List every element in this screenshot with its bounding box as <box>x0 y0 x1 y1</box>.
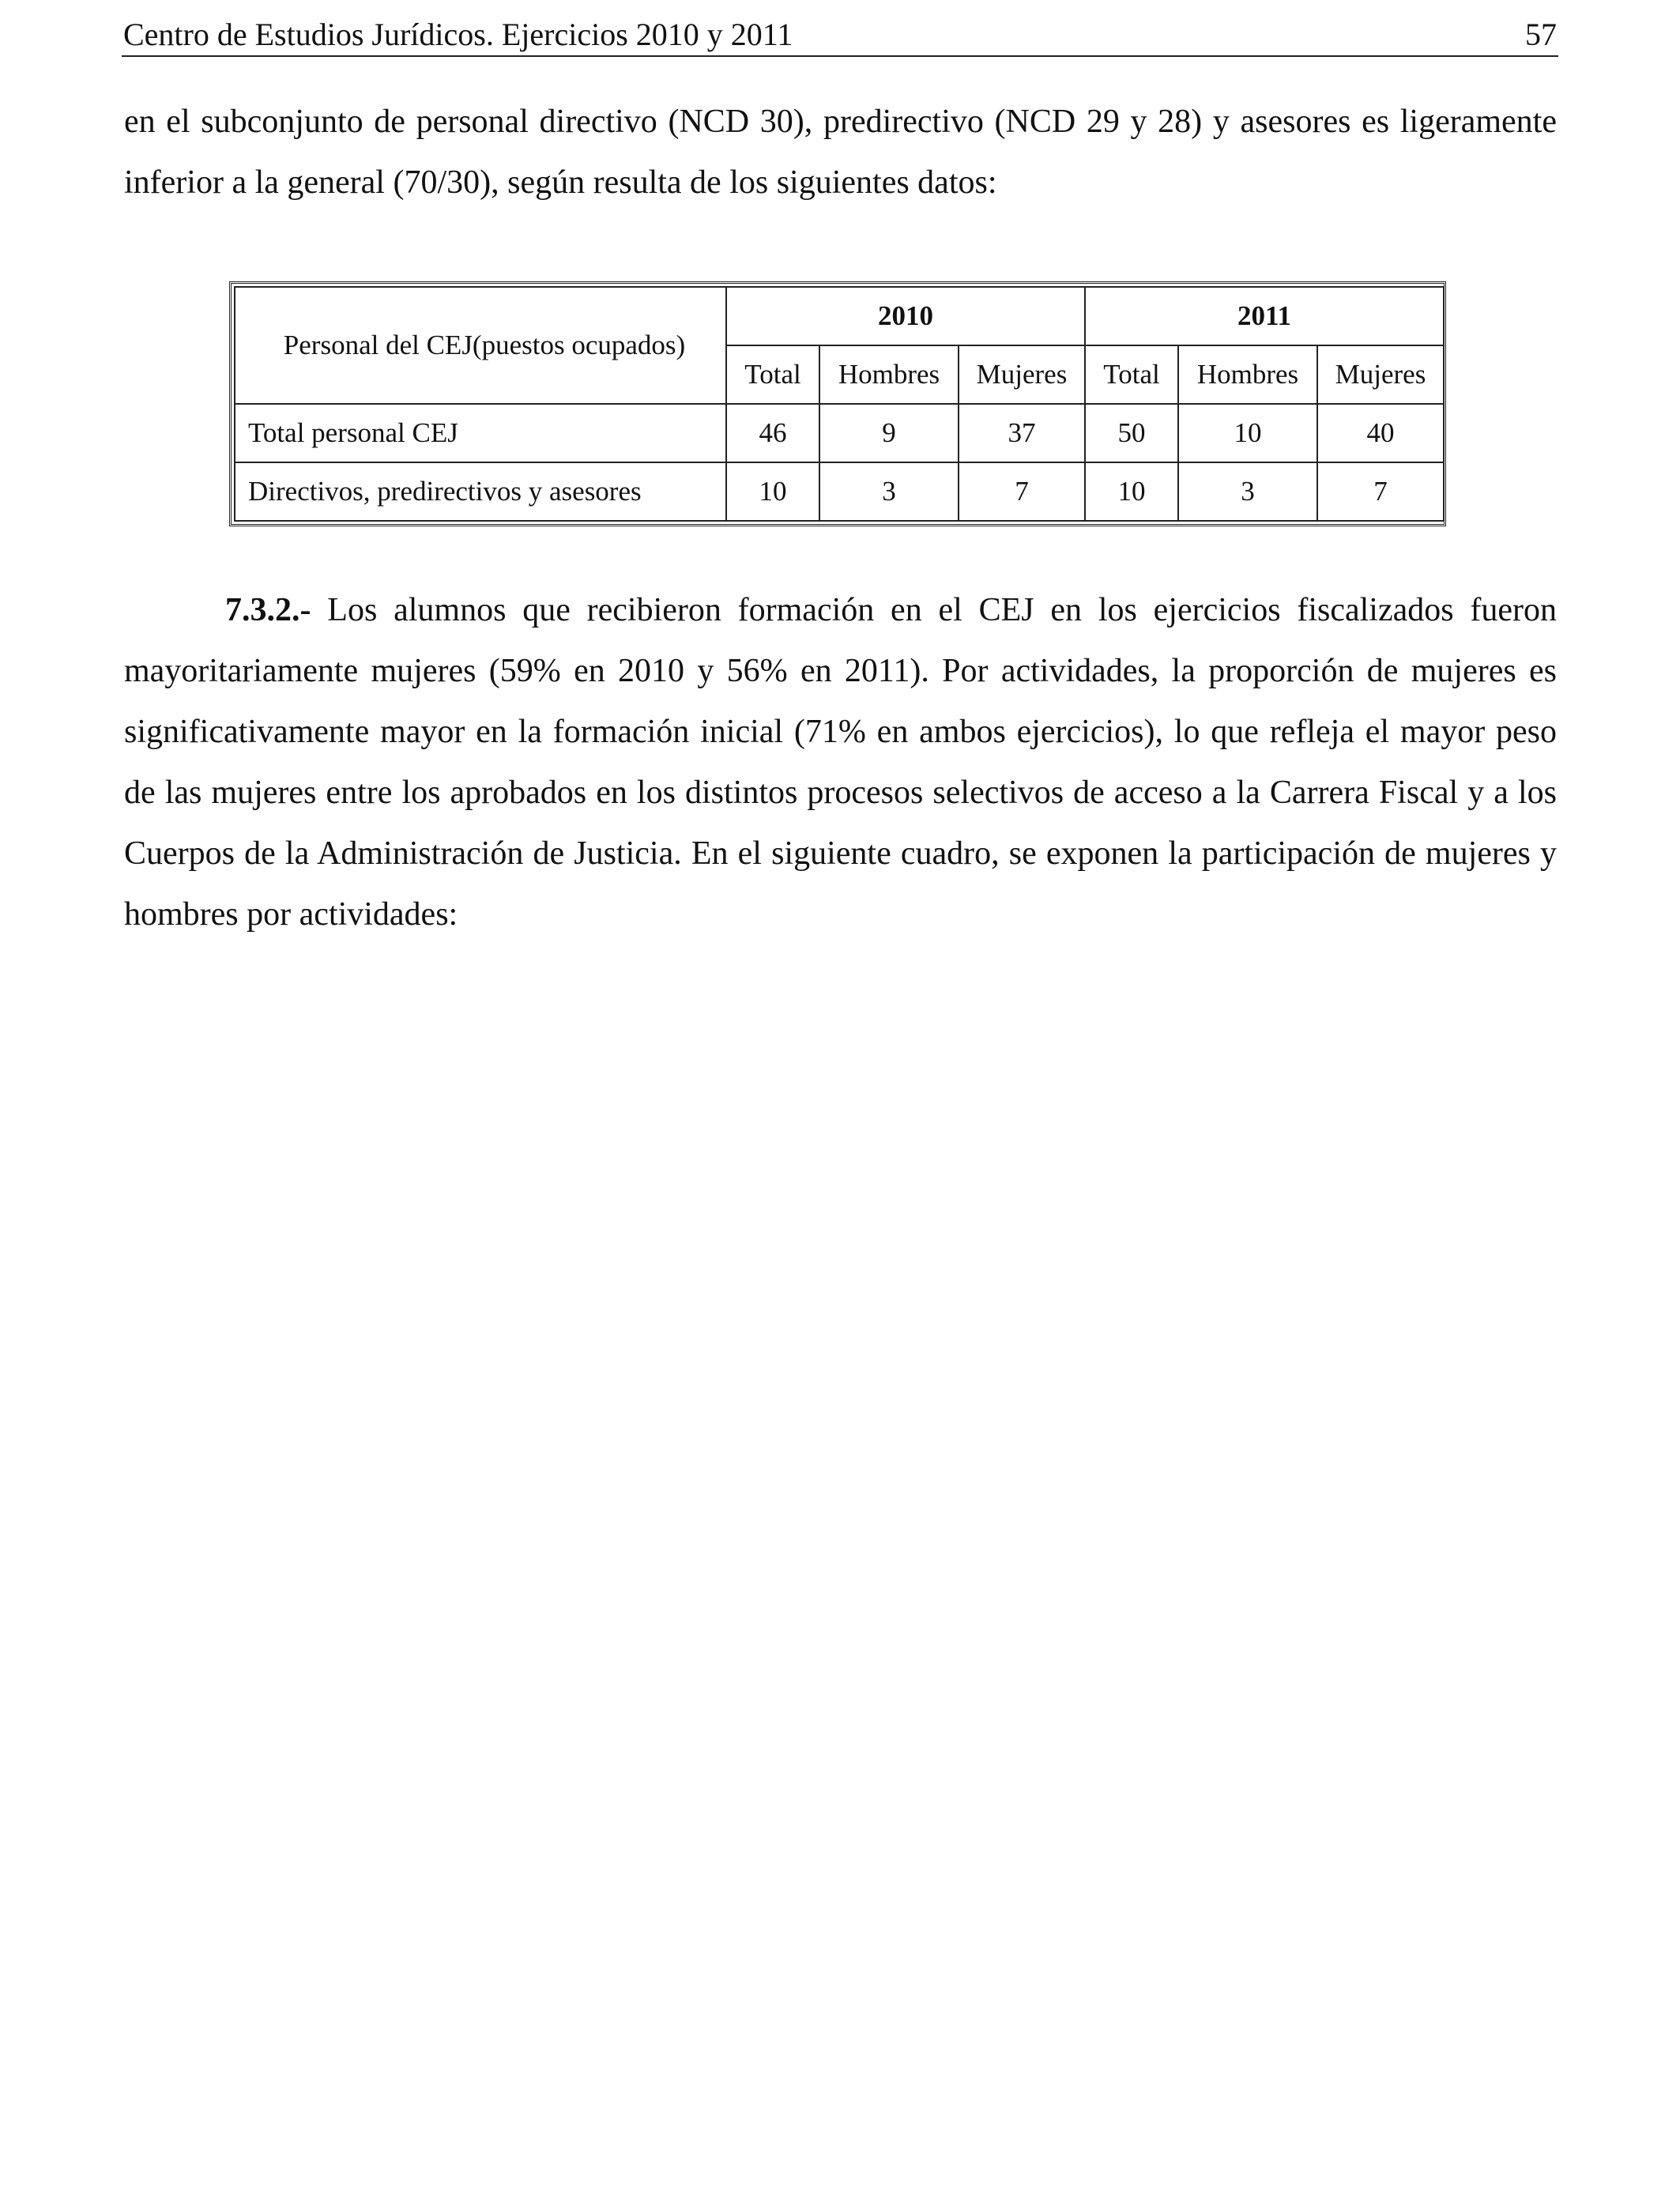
table-cell: 46 <box>726 404 819 462</box>
table-cell: 50 <box>1085 404 1178 462</box>
column-header: Mujeres <box>1317 345 1444 404</box>
staff-table <box>234 286 1445 522</box>
table-cell: 3 <box>819 462 959 521</box>
table-cell: 40 <box>1317 404 1444 462</box>
paragraph-intro: en el subconjunto de personal directivo (NCD 30), predirectivo (NCD 29 y 28) y asesores es ligeramente inferior a la general (70/30), según resulta de los siguientes datos: <box>124 104 1557 201</box>
paragraph-section-7-3-2 <box>124 580 1557 945</box>
section-text: Los alumnos que recibieron formación en el CEJ en los ejercicios fiscalizados fueron mayoritariamente mujeres (59% en 2010 y 56% en 2011). Por actividades, la proporción de mujeres es significativamente mayor en la formación inicial (71% en ambos ejercicios), lo que refleja el mayor peso de las mujeres entre los aprobados en los distintos procesos selectivos de acceso a la Carrera Fiscal y a los Cuerpos de la Administración de Justicia. En el siguiente cuadro, se exponen la participación de mujeres y hombres por actividades: <box>124 592 1557 933</box>
column-header: Total <box>726 345 819 404</box>
column-header: Total <box>1085 345 1178 404</box>
section-number: 7.3.2.- <box>225 592 311 628</box>
year-header-2011: 2011 <box>1085 287 1444 345</box>
table-cell: 37 <box>959 404 1085 462</box>
table-cell: 10 <box>1085 462 1178 521</box>
table-header-row-years <box>235 287 1444 345</box>
page-header <box>122 14 1558 57</box>
year-header-2010: 2010 <box>726 287 1085 345</box>
table-cell: 10 <box>1178 404 1317 462</box>
column-header: Hombres <box>819 345 959 404</box>
table-corner-label: Personal del CEJ(puestos ocupados) <box>235 287 726 404</box>
table-cell: 7 <box>1317 462 1444 521</box>
table-cell: 3 <box>1178 462 1317 521</box>
row-label: Total personal CEJ <box>235 404 726 462</box>
table-cell: 9 <box>819 404 959 462</box>
table-row <box>235 404 1444 462</box>
table-cell: 7 <box>959 462 1085 521</box>
table-row <box>235 462 1444 521</box>
column-header: Mujeres <box>959 345 1085 404</box>
column-header: Hombres <box>1178 345 1317 404</box>
running-title: Centro de Estudios Jurídicos. Ejercicios 2010 y 2011 <box>123 17 793 52</box>
staff-table-frame <box>229 281 1446 526</box>
row-label: Directivos, predirectivos y asesores <box>235 462 726 521</box>
table-cell: 10 <box>726 462 819 521</box>
page-number: 57 <box>1525 17 1557 52</box>
